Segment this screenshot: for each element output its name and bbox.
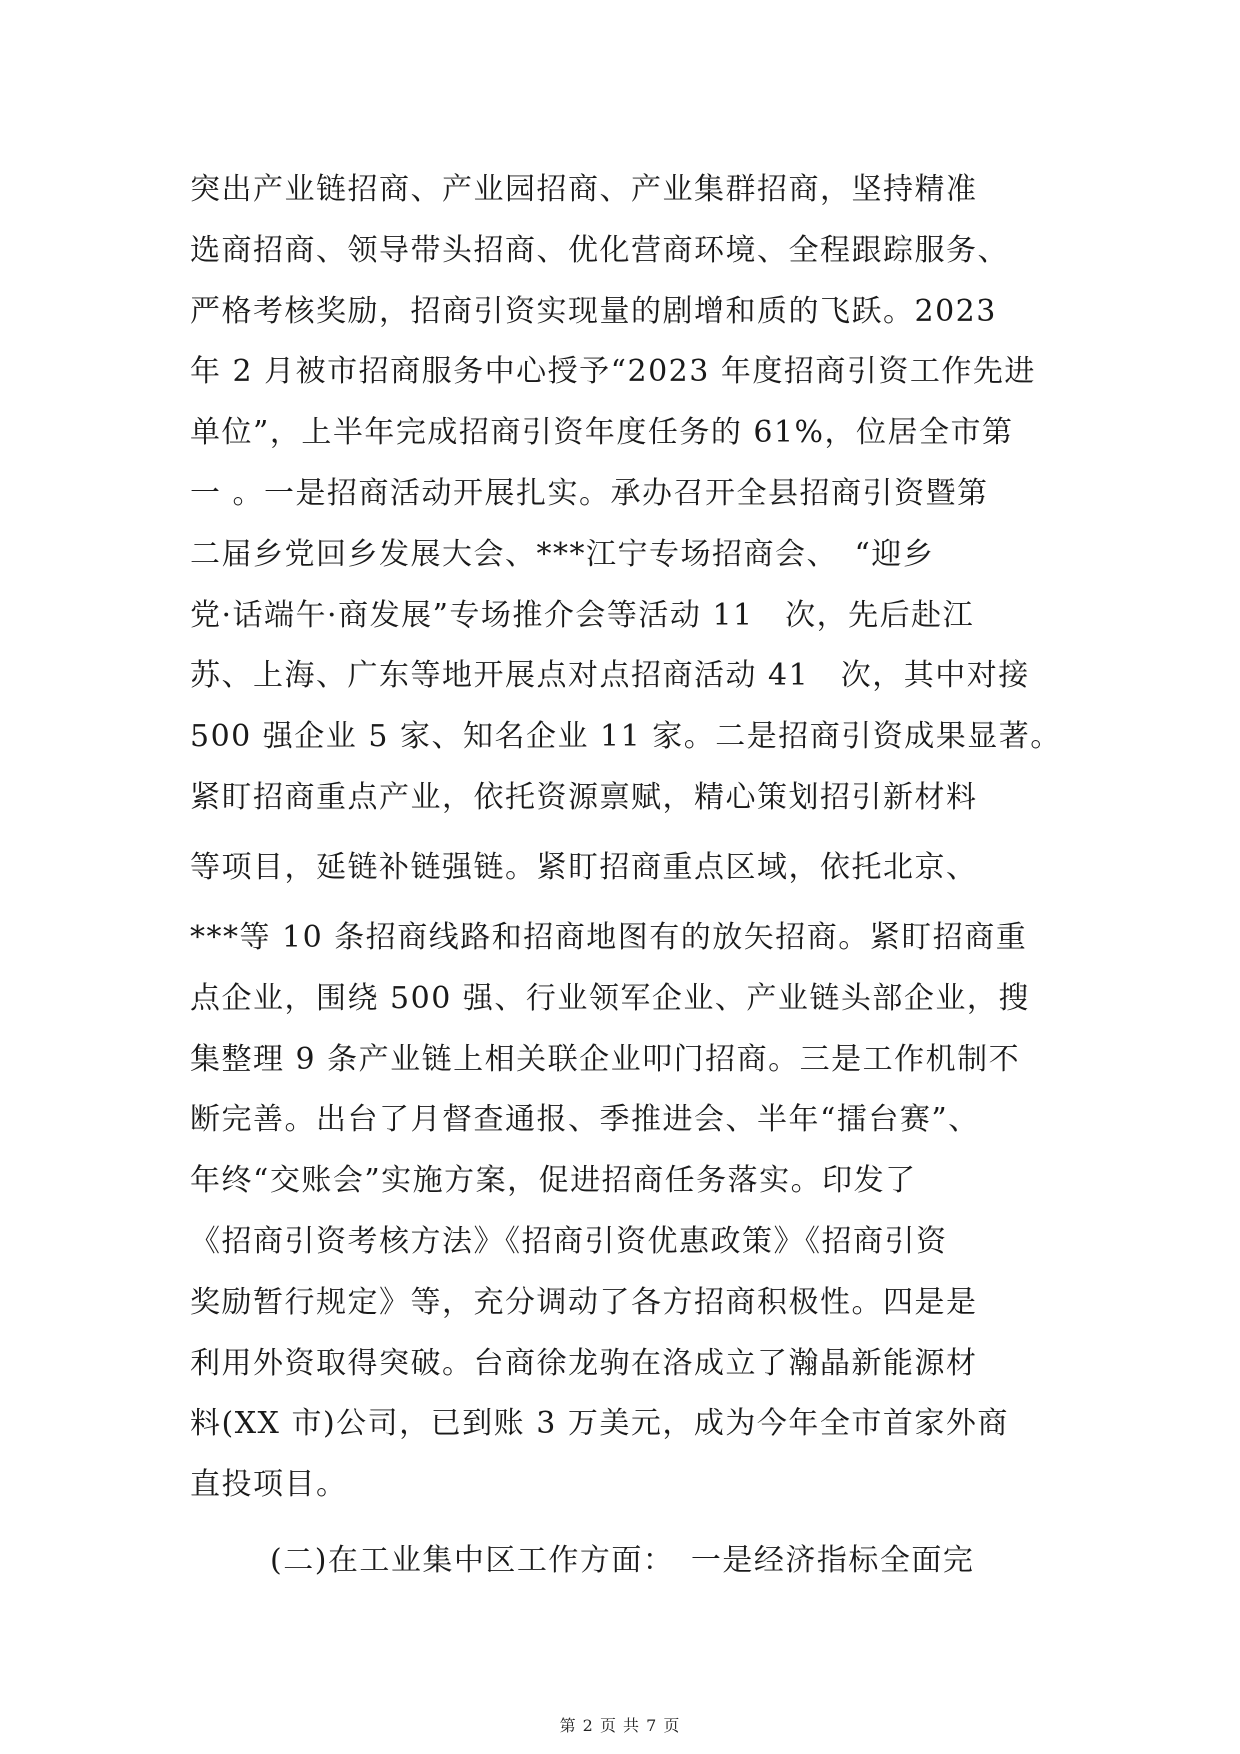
- text-line: 二届乡党回乡发展大会、***江宁专场招商会、 “迎乡: [190, 536, 935, 572]
- body-text: [190, 168, 1070, 1600]
- text-line: 单位”，上半年完成招商引资年度任务的 61%，位居全市第: [190, 415, 1014, 451]
- text-line: 年终“交账会”实施方案，促进招商任务落实。印发了: [190, 1163, 917, 1199]
- section-heading-line: (二)在工业集中区工作方面： 一是经济指标全面完: [270, 1543, 975, 1579]
- text-line: 一 。一是招商活动开展扎实。承办召开全县招商引资暨第: [190, 475, 989, 511]
- text-line: 选商招商、领导带头招商、优化营商环境、全程跟踪服务、: [190, 232, 1009, 268]
- text-line: 500 强企业 5 家、知名企业 11 家。二是招商引资成果显著。: [190, 719, 1062, 755]
- text-line: 料(XX 市)公司，已到账 3 万美元，成为今年全市首家外商: [190, 1406, 1009, 1442]
- text-line: 突出产业链招商、产业园招商、产业集群招商，坚持精准: [190, 172, 978, 207]
- text-line: 等项目，延链补链强链。紧盯招商重点区域，依托北京、: [190, 849, 978, 885]
- text-line: 直投项目。: [190, 1467, 348, 1503]
- text-line: 《招商引资考核方法》《招商引资优惠政策》《招商引资: [190, 1223, 948, 1259]
- text-line: 党·话端午·商发展”专场推介会等活动 11 次，先后赴江: [190, 597, 975, 633]
- text-line: 严格考核奖励，招商引资实现量的剧增和质的飞跃。2023: [190, 293, 997, 329]
- text-line: 奖励暂行规定》等，充分调动了各方招商积极性。四是是: [190, 1284, 978, 1320]
- text-line: ***等 10 条招商线路和招商地图有的放矢招商。紧盯招商重: [190, 919, 1028, 955]
- text-line: 集整理 9 条产业链上相关联企业叩门招商。三是工作机制不: [190, 1041, 1021, 1077]
- page-number: 第 2 页 共 7 页: [559, 1716, 681, 1735]
- text-line: 苏、上海、广东等地开展点对点招商活动 41 次，其中对接: [190, 658, 1030, 694]
- text-line: 断完善。出台了月督查通报、季推进会、半年“擂台赛”、: [190, 1102, 980, 1138]
- text-line: 紧盯招商重点产业，依托资源禀赋，精心策划招引新材料: [190, 779, 978, 815]
- text-line: 年 2 月被市招商服务中心授予“2023 年度招商引资工作先进: [190, 354, 1036, 390]
- text-line: 利用外资取得突破。台商徐龙驹在洛成立了瀚晶新能源材: [190, 1345, 978, 1381]
- text-line: 点企业，围绕 500 强、行业领军企业、产业链头部企业，搜: [190, 980, 1030, 1016]
